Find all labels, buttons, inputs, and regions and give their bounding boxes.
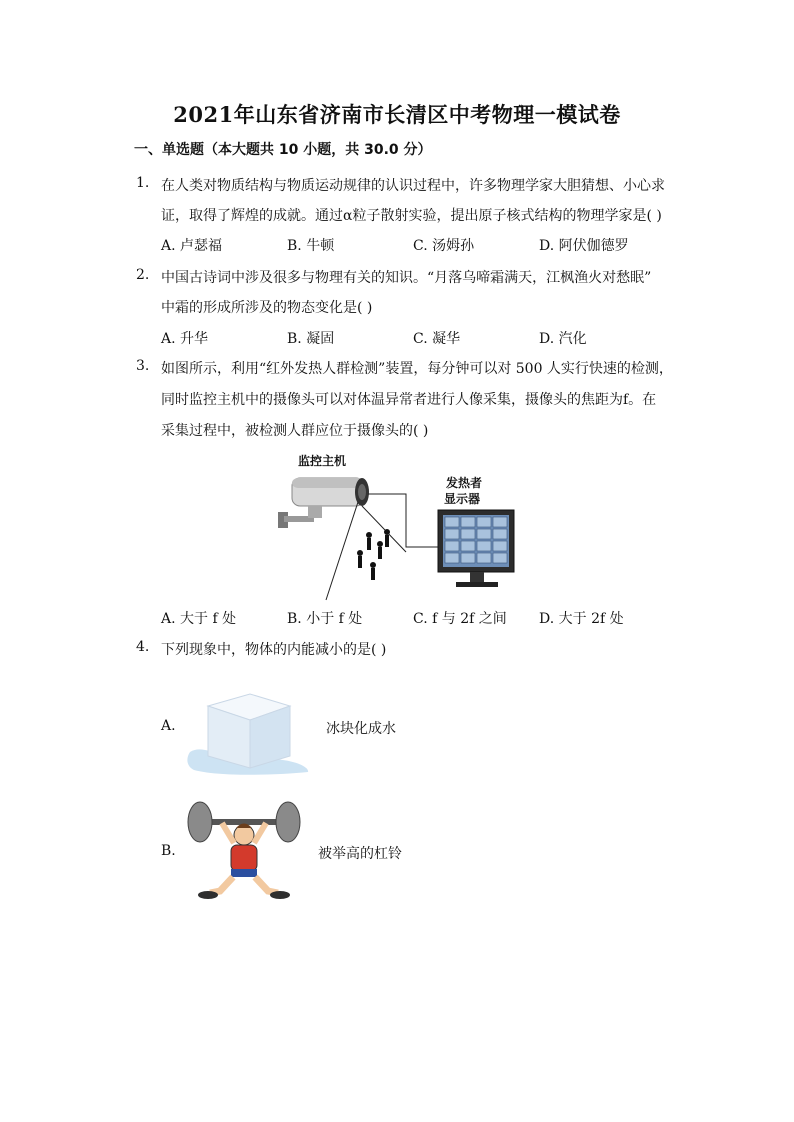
thermal-detection-figure xyxy=(270,452,530,602)
question-1-line-2: 证，取得了辉煌的成就。通过α粒子散射实验，提出原子核式结构的物理学家是( ) xyxy=(161,208,662,224)
question-1-line-1: 在人类对物质结构与物质运动规律的认识过程中，许多物理学家大胆猜想、小心求 xyxy=(161,178,665,194)
crowd-icon xyxy=(357,529,390,580)
question-4-line-1: 下列现象中，物体的内能减小的是( ) xyxy=(161,642,387,658)
page-title: 2021年山东省济南市长清区中考物理一模试卷 xyxy=(173,102,621,127)
question-3-option-b[interactable]: B. 小于 f 处 xyxy=(287,611,363,627)
question-3-line-1: 如图所示，利用“红外发热人群检测”装置，每分钟可以对 500 人实行快速的检测， xyxy=(161,361,673,377)
question-1-option-d[interactable]: D. 阿伏伽德罗 xyxy=(539,238,629,254)
question-1-option-b[interactable]: B. 牛顿 xyxy=(287,238,335,254)
question-2-line-1: 中国古诗词中涉及很多与物理有关的知识。“月落乌啼霜满天，江枫渔火对愁眠” xyxy=(161,270,652,286)
question-3-line-3: 采集过程中，被检测人群应位于摄像头的( ) xyxy=(161,423,429,439)
weightlifter-barbell-icon xyxy=(184,795,304,903)
question-3-option-d[interactable]: D. 大于 2f 处 xyxy=(539,611,624,627)
question-2-number: 2. xyxy=(136,267,150,283)
question-1-option-c[interactable]: C. 汤姆孙 xyxy=(413,238,475,254)
monitor-label-line-1: 发热者 xyxy=(446,476,483,490)
question-3-option-a[interactable]: A. 大于 f 处 xyxy=(161,611,237,627)
question-4-option-b-label[interactable]: B. xyxy=(161,843,176,859)
question-4-option-b-caption: 被举高的杠铃 xyxy=(318,846,402,862)
monitor-label-line-2: 显示器 xyxy=(444,492,481,506)
figure-drawing xyxy=(270,452,530,602)
question-3-line-2: 同时监控主机中的摄像头可以对体温异常者进行人像采集，摄像头的焦距为f。在 xyxy=(161,392,657,408)
question-2-option-b[interactable]: B. 凝固 xyxy=(287,331,335,347)
question-2-option-c[interactable]: C. 凝华 xyxy=(413,331,461,347)
security-camera-icon xyxy=(278,478,369,528)
question-4-option-a-caption: 冰块化成水 xyxy=(326,721,396,737)
question-1-number: 1. xyxy=(136,175,150,191)
question-4-number: 4. xyxy=(136,639,150,655)
camera-label: 监控主机 xyxy=(298,454,347,468)
question-3-option-c[interactable]: C. f 与 2f 之间 xyxy=(413,611,507,627)
question-4-option-a-label[interactable]: A. xyxy=(161,718,176,734)
monitor-icon xyxy=(438,510,514,587)
section-heading: 一、单选题（本大题共 10 小题，共 30.0 分） xyxy=(134,142,432,158)
question-1-option-a[interactable]: A. 卢瑟福 xyxy=(161,238,223,254)
melting-ice-cube-icon xyxy=(186,672,314,776)
question-2-option-a[interactable]: A. 升华 xyxy=(161,331,209,347)
question-2-line-2: 中霜的形成所涉及的物态变化是( ) xyxy=(161,300,373,316)
question-3-number: 3. xyxy=(136,358,150,374)
question-2-option-d[interactable]: D. 汽化 xyxy=(539,331,587,347)
